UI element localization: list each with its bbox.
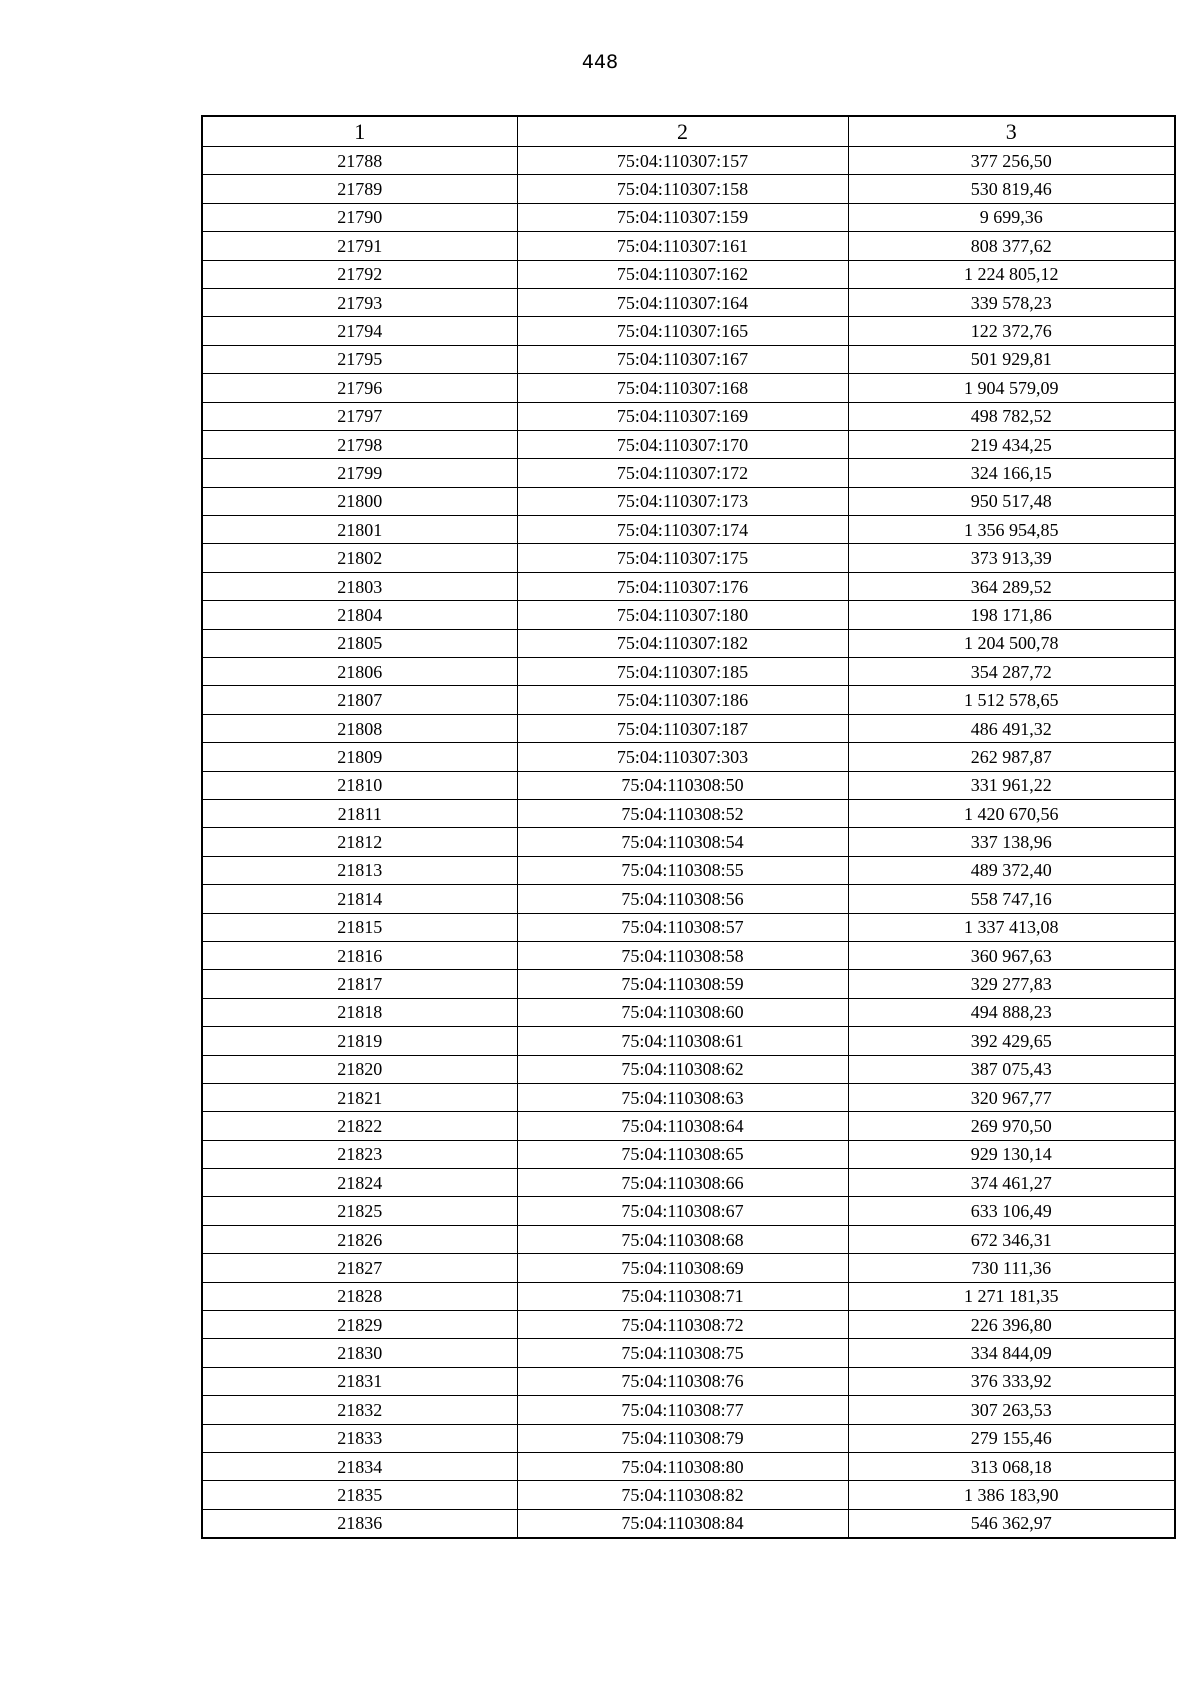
cadastral-number-cell: 75:04:110307:303 [517, 743, 848, 771]
table-row [202, 317, 1175, 345]
row-number-cell: 21826 [202, 1225, 517, 1253]
table-row [202, 913, 1175, 941]
table-row [202, 232, 1175, 260]
row-number-cell: 21808 [202, 714, 517, 742]
row-number-cell: 21830 [202, 1339, 517, 1367]
row-number-cell: 21827 [202, 1254, 517, 1282]
row-number-cell: 21793 [202, 288, 517, 316]
cadastral-number-cell: 75:04:110308:84 [517, 1509, 848, 1538]
row-number-cell: 21794 [202, 317, 517, 345]
cadastral-number-cell: 75:04:110307:158 [517, 175, 848, 203]
row-number-cell: 21812 [202, 828, 517, 856]
cadastral-value-cell: 373 913,39 [848, 544, 1175, 572]
cadastral-value-cell: 226 396,80 [848, 1311, 1175, 1339]
row-number-cell: 21810 [202, 771, 517, 799]
cadastral-value-cell: 489 372,40 [848, 856, 1175, 884]
cadastral-value-cell: 1 204 500,78 [848, 629, 1175, 657]
cadastral-number-cell: 75:04:110307:159 [517, 203, 848, 231]
row-number-cell: 21807 [202, 686, 517, 714]
cadastral-number-cell: 75:04:110308:77 [517, 1396, 848, 1424]
cadastral-number-cell: 75:04:110308:57 [517, 913, 848, 941]
cadastral-number-cell: 75:04:110308:61 [517, 1027, 848, 1055]
table-row [202, 288, 1175, 316]
row-number-cell: 21797 [202, 402, 517, 430]
cadastral-value-cell: 501 929,81 [848, 345, 1175, 373]
table-body [202, 147, 1175, 1539]
cadastral-value-cell: 486 491,32 [848, 714, 1175, 742]
cadastral-value-cell: 1 904 579,09 [848, 374, 1175, 402]
row-number-cell: 21801 [202, 516, 517, 544]
cadastral-value-cell: 339 578,23 [848, 288, 1175, 316]
table-row [202, 1254, 1175, 1282]
row-number-cell: 21813 [202, 856, 517, 884]
row-number-cell: 21811 [202, 799, 517, 827]
row-number-cell: 21828 [202, 1282, 517, 1310]
row-number-cell: 21792 [202, 260, 517, 288]
cadastral-number-cell: 75:04:110307:186 [517, 686, 848, 714]
cadastral-number-cell: 75:04:110307:169 [517, 402, 848, 430]
row-number-cell: 21823 [202, 1140, 517, 1168]
table-row [202, 1282, 1175, 1310]
table-row [202, 1424, 1175, 1452]
table-row [202, 856, 1175, 884]
cadastral-number-cell: 75:04:110307:162 [517, 260, 848, 288]
table-row [202, 1027, 1175, 1055]
cadastral-value-cell: 558 747,16 [848, 885, 1175, 913]
row-number-cell: 21802 [202, 544, 517, 572]
table-row [202, 374, 1175, 402]
row-number-cell: 21789 [202, 175, 517, 203]
table-row [202, 1509, 1175, 1538]
row-number-cell: 21834 [202, 1452, 517, 1480]
cadastral-value-cell: 1 420 670,56 [848, 799, 1175, 827]
row-number-cell: 21790 [202, 203, 517, 231]
cadastral-value-cell: 377 256,50 [848, 147, 1175, 175]
column-header-2: 2 [517, 116, 848, 147]
row-number-cell: 21831 [202, 1367, 517, 1395]
cadastral-value-cell: 498 782,52 [848, 402, 1175, 430]
cadastral-number-cell: 75:04:110307:174 [517, 516, 848, 544]
cadastral-number-cell: 75:04:110308:54 [517, 828, 848, 856]
cadastral-number-cell: 75:04:110307:187 [517, 714, 848, 742]
cadastral-number-cell: 75:04:110308:79 [517, 1424, 848, 1452]
cadastral-value-cell: 929 130,14 [848, 1140, 1175, 1168]
cadastral-number-cell: 75:04:110307:176 [517, 572, 848, 600]
table-row [202, 487, 1175, 515]
cadastral-number-cell: 75:04:110308:66 [517, 1169, 848, 1197]
cadastral-number-cell: 75:04:110307:175 [517, 544, 848, 572]
table-header-row [202, 116, 1175, 147]
row-number-cell: 21816 [202, 941, 517, 969]
table-row [202, 1339, 1175, 1367]
cadastral-number-cell: 75:04:110308:58 [517, 941, 848, 969]
row-number-cell: 21821 [202, 1083, 517, 1111]
table-row [202, 1169, 1175, 1197]
cadastral-value-cell: 950 517,48 [848, 487, 1175, 515]
table-row [202, 799, 1175, 827]
cadastral-value-cell: 334 844,09 [848, 1339, 1175, 1367]
cadastral-value-cell: 1 512 578,65 [848, 686, 1175, 714]
row-number-cell: 21800 [202, 487, 517, 515]
cadastral-number-cell: 75:04:110308:72 [517, 1311, 848, 1339]
row-number-cell: 21809 [202, 743, 517, 771]
cadastral-value-cell: 633 106,49 [848, 1197, 1175, 1225]
cadastral-value-cell: 329 277,83 [848, 970, 1175, 998]
cadastral-value-cell: 320 967,77 [848, 1083, 1175, 1111]
row-number-cell: 21796 [202, 374, 517, 402]
cadastral-number-cell: 75:04:110307:161 [517, 232, 848, 260]
row-number-cell: 21819 [202, 1027, 517, 1055]
row-number-cell: 21799 [202, 459, 517, 487]
row-number-cell: 21805 [202, 629, 517, 657]
table-row [202, 998, 1175, 1026]
cadastral-value-cell: 324 166,15 [848, 459, 1175, 487]
cadastral-number-cell: 75:04:110308:82 [517, 1481, 848, 1509]
cadastral-number-cell: 75:04:110308:63 [517, 1083, 848, 1111]
table-row [202, 1083, 1175, 1111]
cadastral-number-cell: 75:04:110308:60 [517, 998, 848, 1026]
cadastral-value-cell: 392 429,65 [848, 1027, 1175, 1055]
cadastral-number-cell: 75:04:110308:55 [517, 856, 848, 884]
cadastral-value-cell: 376 333,92 [848, 1367, 1175, 1395]
cadastral-number-cell: 75:04:110307:182 [517, 629, 848, 657]
row-number-cell: 21817 [202, 970, 517, 998]
row-number-cell: 21836 [202, 1509, 517, 1538]
cadastral-value-cell: 672 346,31 [848, 1225, 1175, 1253]
table-row [202, 572, 1175, 600]
row-number-cell: 21824 [202, 1169, 517, 1197]
table-row [202, 1055, 1175, 1083]
table-row [202, 629, 1175, 657]
row-number-cell: 21815 [202, 913, 517, 941]
cadastral-value-cell: 1 271 181,35 [848, 1282, 1175, 1310]
cadastral-value-cell: 1 356 954,85 [848, 516, 1175, 544]
cadastral-value-cell: 530 819,46 [848, 175, 1175, 203]
row-number-cell: 21835 [202, 1481, 517, 1509]
row-number-cell: 21832 [202, 1396, 517, 1424]
table-row [202, 771, 1175, 799]
row-number-cell: 21820 [202, 1055, 517, 1083]
cadastral-number-cell: 75:04:110308:52 [517, 799, 848, 827]
row-number-cell: 21818 [202, 998, 517, 1026]
cadastral-number-cell: 75:04:110308:71 [517, 1282, 848, 1310]
cadastral-number-cell: 75:04:110307:180 [517, 601, 848, 629]
cadastral-number-cell: 75:04:110308:65 [517, 1140, 848, 1168]
cadastral-value-cell: 546 362,97 [848, 1509, 1175, 1538]
cadastral-value-cell: 269 970,50 [848, 1112, 1175, 1140]
cadastral-value-cell: 354 287,72 [848, 658, 1175, 686]
cadastral-number-cell: 75:04:110307:185 [517, 658, 848, 686]
cadastral-number-cell: 75:04:110307:164 [517, 288, 848, 316]
cadastral-value-cell: 198 171,86 [848, 601, 1175, 629]
cadastral-value-cell: 374 461,27 [848, 1169, 1175, 1197]
table-row [202, 544, 1175, 572]
cadastral-number-cell: 75:04:110308:69 [517, 1254, 848, 1282]
cadastral-number-cell: 75:04:110307:172 [517, 459, 848, 487]
table-row [202, 686, 1175, 714]
table-row [202, 828, 1175, 856]
table-row [202, 1311, 1175, 1339]
cadastral-value-cell: 387 075,43 [848, 1055, 1175, 1083]
table-row [202, 1367, 1175, 1395]
table-row [202, 941, 1175, 969]
table-row [202, 1225, 1175, 1253]
cadastral-value-cell: 262 987,87 [848, 743, 1175, 771]
row-number-cell: 21833 [202, 1424, 517, 1452]
table-row [202, 1140, 1175, 1168]
cadastral-value-cell: 331 961,22 [848, 771, 1175, 799]
cadastral-value-cell: 313 068,18 [848, 1452, 1175, 1480]
page-number: 448 [581, 51, 619, 73]
cadastral-value-cell: 1 337 413,08 [848, 913, 1175, 941]
cadastral-number-cell: 75:04:110307:168 [517, 374, 848, 402]
cadastral-number-cell: 75:04:110308:59 [517, 970, 848, 998]
table-row [202, 260, 1175, 288]
cadastral-value-cell: 360 967,63 [848, 941, 1175, 969]
table-row [202, 714, 1175, 742]
cadastral-number-cell: 75:04:110308:76 [517, 1367, 848, 1395]
table-row [202, 1112, 1175, 1140]
cadastral-value-cell: 337 138,96 [848, 828, 1175, 856]
row-number-cell: 21806 [202, 658, 517, 686]
cadastral-value-cell: 494 888,23 [848, 998, 1175, 1026]
table-row [202, 203, 1175, 231]
cadastral-value-cell: 279 155,46 [848, 1424, 1175, 1452]
cadastral-value-cell: 808 377,62 [848, 232, 1175, 260]
row-number-cell: 21803 [202, 572, 517, 600]
cadastral-number-cell: 75:04:110308:64 [517, 1112, 848, 1140]
cadastral-value-cell: 1 386 183,90 [848, 1481, 1175, 1509]
cadastral-number-cell: 75:04:110307:173 [517, 487, 848, 515]
table-row [202, 601, 1175, 629]
row-number-cell: 21814 [202, 885, 517, 913]
cadastral-number-cell: 75:04:110308:67 [517, 1197, 848, 1225]
table-row [202, 1396, 1175, 1424]
cadastral-value-cell: 122 372,76 [848, 317, 1175, 345]
cadastral-number-cell: 75:04:110307:167 [517, 345, 848, 373]
table-row [202, 658, 1175, 686]
row-number-cell: 21788 [202, 147, 517, 175]
row-number-cell: 21829 [202, 1311, 517, 1339]
row-number-cell: 21798 [202, 430, 517, 458]
cadastral-number-cell: 75:04:110308:80 [517, 1452, 848, 1480]
cadastral-number-cell: 75:04:110307:170 [517, 430, 848, 458]
table-row [202, 885, 1175, 913]
cadastral-number-cell: 75:04:110307:157 [517, 147, 848, 175]
cadastral-value-cell: 730 111,36 [848, 1254, 1175, 1282]
table-row [202, 1197, 1175, 1225]
table-header [202, 116, 1175, 147]
table-row [202, 743, 1175, 771]
table-row [202, 147, 1175, 175]
cadastral-number-cell: 75:04:110307:165 [517, 317, 848, 345]
column-header-1: 1 [202, 116, 517, 147]
cadastral-value-cell: 1 224 805,12 [848, 260, 1175, 288]
cadastral-value-cell: 307 263,53 [848, 1396, 1175, 1424]
table-row [202, 1452, 1175, 1480]
row-number-cell: 21804 [202, 601, 517, 629]
cadastral-number-cell: 75:04:110308:56 [517, 885, 848, 913]
table-row [202, 175, 1175, 203]
row-number-cell: 21795 [202, 345, 517, 373]
table-row [202, 516, 1175, 544]
cadastral-number-cell: 75:04:110308:75 [517, 1339, 848, 1367]
cadastral-value-table [201, 115, 1176, 1539]
cadastral-value-cell: 364 289,52 [848, 572, 1175, 600]
cadastral-number-cell: 75:04:110308:62 [517, 1055, 848, 1083]
row-number-cell: 21825 [202, 1197, 517, 1225]
table-row [202, 459, 1175, 487]
row-number-cell: 21822 [202, 1112, 517, 1140]
cadastral-value-cell: 9 699,36 [848, 203, 1175, 231]
table-row [202, 345, 1175, 373]
column-header-3: 3 [848, 116, 1175, 147]
table-row [202, 430, 1175, 458]
cadastral-value-cell: 219 434,25 [848, 430, 1175, 458]
cadastral-number-cell: 75:04:110308:50 [517, 771, 848, 799]
table-row [202, 970, 1175, 998]
row-number-cell: 21791 [202, 232, 517, 260]
cadastral-number-cell: 75:04:110308:68 [517, 1225, 848, 1253]
table-row [202, 402, 1175, 430]
table-row [202, 1481, 1175, 1509]
